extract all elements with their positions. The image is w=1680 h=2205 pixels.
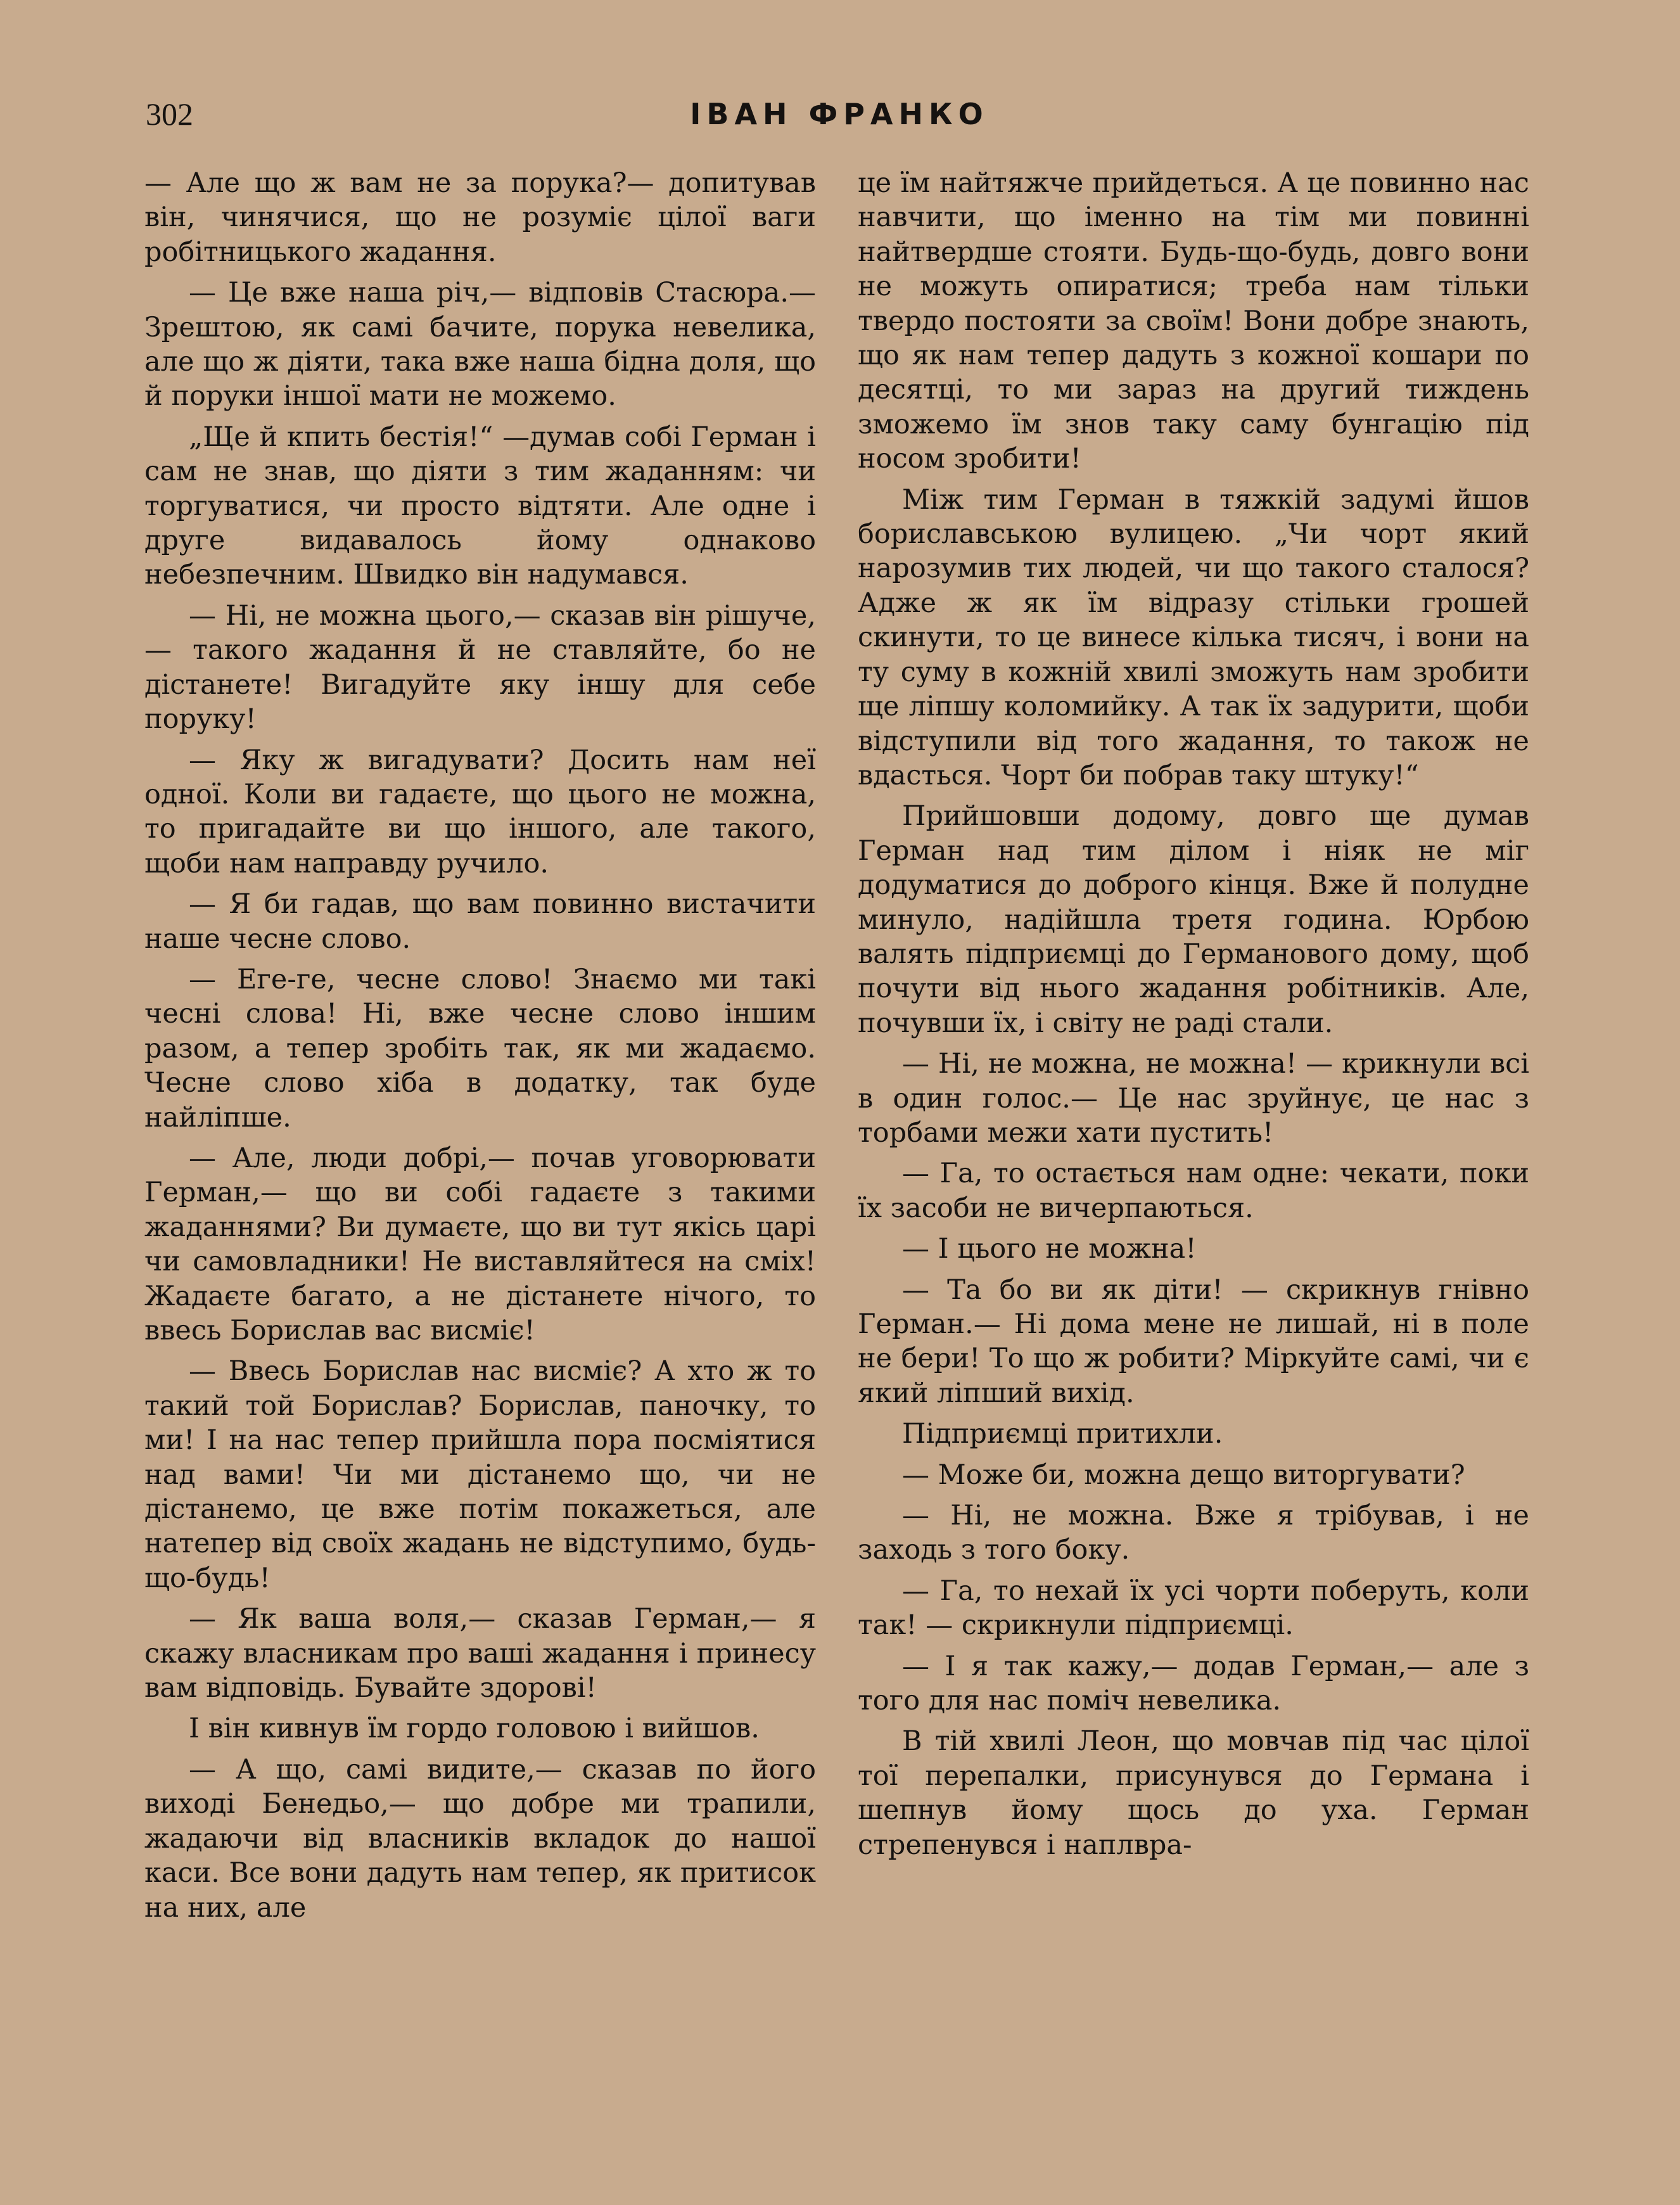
paragraph: — Ввесь Борислав нас висміє? А хто ж то такий той Борислав? Борислав, паночку, то ми! І на нас тепер прийшла пора посміятися над вами! Чи ми дістанемо що, чи не дістанемо, це вже потім покажеться, але натепер від своїх жадань не відступимо, будь-що-будь! <box>144 1355 816 1594</box>
paragraph: — І цього не можна! <box>902 1233 1197 1265</box>
paragraph: — Це вже наша річ,— відповів Стасюра.— Зрештою, як самі бачите, порука невелика, але що ж діяти, така вже наша бідна доля, що й поруки іншої мати не можемо. <box>144 277 816 412</box>
right-column <box>858 166 1529 1862</box>
paragraph: Між тим Герман в тяжкій задумі йшов бориславською вулицею. „Чи чорт який нарозумив тих людей, чи що такого сталося? Адже ж як їм відразу стільки грошей скинути, то це винесе кілька тисяч, і вони на ту суму в кожній хвилі зможуть нам зробити ще ліпшу коломийку. А так їх задурити, щоби відступили від того жадання, то також не вдасться. Чорт би побрав таку штуку!“ <box>858 483 1529 791</box>
paragraph: І він кивнув їм гордо головою і вийшов. <box>189 1713 760 1745</box>
left-column <box>144 166 816 1925</box>
page-header <box>146 95 1533 133</box>
paragraph: В тій хвилі Леон, що мовчав під час цілої тої перепалки, присунувся до Германа і шепнув йому щось до уха. Герман стрепенувся і наплвра- <box>858 1725 1529 1861</box>
paragraph: — Ні, не можна. Вже я трібував, і не заходь з того боку. <box>858 1500 1529 1566</box>
paragraph: — Ні, не можна цього,— сказав він рішуче,— такого жадання й не ставляйте, бо не дістанете! Вигадуйте яку іншу для себе поруку! <box>144 599 816 736</box>
paragraph: — Але що ж вам не за порука?— допитував він, чинячися, що не розуміє цілої ваги робітницького жадання. <box>144 167 816 268</box>
paragraph: — Та бо ви як діти! — скрикнув гнівно Герман.— Ні дома мене не лишай, ні в поле не бери! То що ж робити? Міркуйте самі, чи є який ліпший вихід. <box>858 1274 1529 1409</box>
paragraph: Підприємці притихли. <box>902 1418 1223 1450</box>
paragraph: — Еге-ге, чесне слово! Знаємо ми такі чесні слова! Ні, вже чесне слово іншим разом, а тепер зробіть так, як ми жадаємо. Чесне слово хіба в додатку, так буде найліпше. <box>144 963 816 1134</box>
paragraph: „Ще й кпить бестія!“ —думав собі Герман і сам не знав, що діяти з тим жаданням: чи торгуватися, чи просто відтяти. Але одне і друге видавалось йому однаково небезпечним. Швидко він надумався. <box>144 421 816 591</box>
paragraph: — Я би гадав, що вам повинно вистачити наше чесне слово. <box>144 888 816 955</box>
paragraph: Прийшовши додому, довго ще думав Герман над тим ділом і ніяк не міг додуматися до доброго кінця. Вже й полудне минуло, надійшла третя година. Юрбою валять підприємці до Германового дому, щоб почути від нього жадання робітників. Але, почувши їх, і світу не раді стали. <box>858 800 1529 1039</box>
paragraph: — Га, то остається нам одне: чекати, поки їх засоби не вичерпаються. <box>858 1158 1529 1224</box>
paragraph: — І я так кажу,— додав Герман,— але з того для нас поміч невелика. <box>858 1650 1529 1717</box>
paragraph: — Га, то нехай їх усі чорти поберуть, коли так! — скрикнули підприємці. <box>858 1575 1529 1642</box>
paragraph: — А що, самі видите,— сказав по його виході Бенедьо,— що добре ми трапили, жадаючи від власників вкладок до нашої каси. Все вони дадуть нам тепер, як притисок на них, але <box>144 1753 816 1924</box>
paragraph: — Як ваша воля,— сказав Герман,— я скажу власникам про ваші жадання і принесу вам відповідь. Бувайте здорові! <box>144 1603 816 1704</box>
paragraph: — Але, люди добрі,— почав уговорювати Герман,— що ви собі гадаєте з такими жаданнями? Ви думаєте, що ви тут якісь царі чи самовладники! Не виставляйтеся на сміх! Жадаєте багато, а не дістанете нічого, то ввесь Борислав вас висміє! <box>144 1142 816 1346</box>
running-title: ІВАН ФРАНКО <box>690 97 989 131</box>
paragraph: це їм найтяжче прийдеться. А це повинно нас навчити, що іменно на тім ми повинні найтвердше стояти. Будь-що-будь, довго вони не можуть опиратися; треба нам тільки твердо постояти за своїм! Вони добре знають, що як нам тепер дадуть з кожної кошари по десятці, то ми зараз на другий тиждень зможемо їм знов таку саму бунгацію під носом зробити! <box>858 167 1529 475</box>
paragraph: — Яку ж вигадувати? Досить нам неї одної. Коли ви гадаєте, що цього не можна, то пригадайте ви що іншого, але такого, щоби нам направду ручило. <box>144 744 816 879</box>
page-number: 302 <box>146 96 193 132</box>
paragraph: — Ні, не можна, не можна! — крикнули всі в один голос.— Це нас зруйнує, це нас з торбами межи хати пустить! <box>858 1048 1529 1149</box>
paragraph: — Може би, можна дещо виторгувати? <box>902 1459 1465 1491</box>
